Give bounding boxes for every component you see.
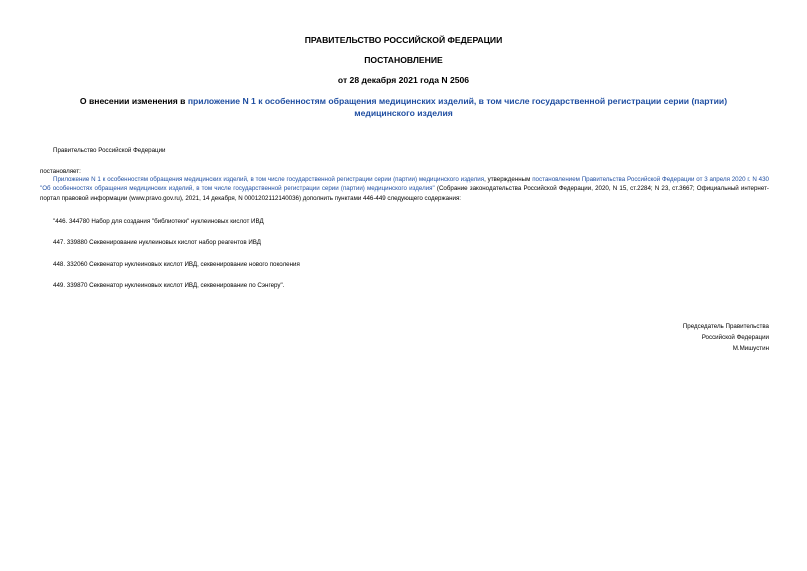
subject-prefix: О внесении изменения в [79,96,188,106]
list-item-447: 447. 339880 Секвенирование нуклеиновых кислот набор реагентов ИВД [53,239,261,246]
list-item-446: "446. 344780 Набор для создания "библиотеки" нуклеиновых кислот ИВД [53,218,264,225]
list-item-449: 449. 339870 Секвенатор нуклеиновых кислот ИВД, секвенирование по Сэнгеру". [53,282,285,289]
paragraph-text-1: , утвержденным [484,176,533,183]
main-paragraph [40,175,769,203]
government-heading: ПРАВИТЕЛЬСТВО РОССИЙСКОЙ ФЕДЕРАЦИИ [304,35,503,45]
list-item-448: 448. 332060 Секвенатор нуклеиновых кислот ИВД, секвенирование нового поколения [53,261,300,268]
paragraph-text-2: (Собрание законодательства Российской Федерации, 2020, N 15, ст.2284; N 23, ст.3667; Официальный интернет-портал правовой информации (www.pravo.gov.ru), 2021, 14 декабря, N 0001202112140036) дополнить пунктами 446-449 следующего содержания: [40,185,769,202]
signature-organization: Российской Федерации [701,334,769,341]
date-number-heading: от 28 декабря 2021 года N 2506 [337,75,470,85]
subject-link[interactable]: приложение N 1 к особенностям обращения медицинских изделий, в том числе государственной регистрации серии (партии) медицинского изделия [187,96,728,118]
resolution-link[interactable]: постановлением Правительства Российской Федерации от 3 апреля 2020 г. N 430 "Об особенностях обращения медицинских изделий, в том числе государственной регистрации серии (партии) медицинского изделия" [40,176,769,193]
signature-position: Председатель Правительства [682,323,769,330]
resolves-text: постановляет: [40,168,81,175]
signature-name: М.Мишустин [732,345,769,352]
appendix-link[interactable]: Приложение N 1 к особенностям обращения медицинских изделий, в том числе государственной регистрации серии (партии) медицинского изделия [53,176,485,183]
document-subject [62,95,745,119]
issuer-text: Правительство Российской Федерации [53,147,166,154]
document-type-heading: ПОСТАНОВЛЕНИЕ [364,55,443,65]
